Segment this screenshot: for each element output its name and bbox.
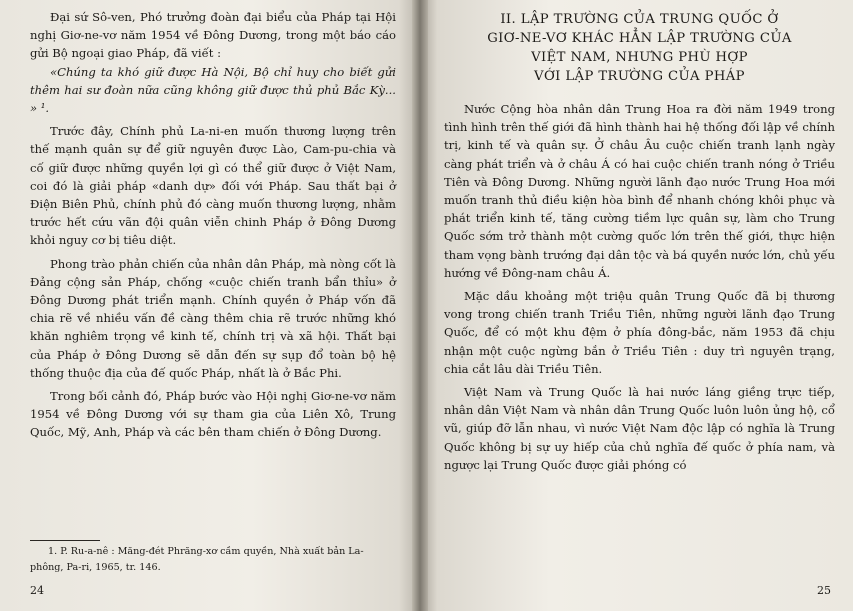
- paragraph: Việt Nam và Trung Quốc là hai nước láng giềng trực tiếp, nhân dân Việt Nam và nhân dân Trung Quốc luôn luôn ủng hộ, cổ vũ, giúp đỡ lẫn nhau, vì nước Việt Nam độc lập có nghĩa là Trung Quốc không bị sự uy hiếp của chủ nghĩa đế quốc ở phía nam, và ngược lại Trung Quốc được giải phóng có: [444, 385, 835, 472]
- heading-line: II. LẬP TRƯỜNG CỦA TRUNG QUỐC Ở: [500, 12, 779, 27]
- page-number: 24: [30, 584, 44, 597]
- heading-line: VỚI LẬP TRƯỜNG CỦA PHÁP: [534, 69, 745, 84]
- book-gutter: [412, 0, 428, 611]
- paragraph: Trước đây, Chính phủ La-ni-en muốn thương lượng trên thế mạnh quân sự để giữ nguyên được Lào, Cam-pu-chia và cố giữ được những quyền lợi gì có thể giữ được ở Việt Nam, coi đó là giải pháp «danh dự» đối với Pháp. Sau thất bại ở Điện Biên Phủ, chính phủ đó càng muốn thương lượng, nhằm trước hết cứu vãn đội quân viễn chinh Pháp ở Đông Dương khỏi nguy cơ bị tiêu diệt.: [30, 124, 396, 248]
- paragraph: Trong bối cảnh đó, Pháp bước vào Hội nghị Giơ-ne-vơ năm 1954 về Đông Dương với sự tham gia của Liên Xô, Trung Quốc, Mỹ, Anh, Pháp và các bên tham chiến ở Đông Dương.: [30, 389, 396, 440]
- paragraph: Mặc dầu khoảng một triệu quân Trung Quốc đã bị thương vong trong chiến tranh Triều Tiên, những người lãnh đạo Trung Quốc, để có một khu đệm ở phía đông-bắc, năm 1953 đã chịu nhận một cuộc ngừng bắn ở Triều Tiên : duy trì nguyên trạng, chia cắt lâu dài Triều Tiên.: [444, 289, 835, 376]
- heading-line: VIỆT NAM, NHƯNG PHÙ HỢP: [531, 50, 748, 65]
- page-number: 25: [817, 584, 831, 597]
- section-heading: [444, 10, 835, 86]
- footnote-divider: [30, 540, 100, 541]
- left-page: [0, 0, 420, 611]
- footnote: 1. P. Ru-a-nê : Măng-đét Phrăng-xơ cầm quyền, Nhà xuất bản La-phông, Pa-ri, 1965, tr. 146.: [30, 546, 364, 573]
- paragraph: Nước Cộng hòa nhân dân Trung Hoa ra đời năm 1949 trong tình hình trên thế giới đã hình thành hai hệ thống đối lập về chính trị, kinh tế và quân sự. Ở châu Âu cuộc chiến tranh lạnh ngày càng phát triển và ở châu Á có hai cuộc chiến tranh nóng ở Triều Tiên và Đông Dương. Những người lãnh đạo nước Trung Hoa mới muốn tranh thủ điều kiện hòa bình để nhanh chóng khôi phục và phát triển kinh tế, tăng cường tiềm lực quân sự, làm cho Trung Quốc sớm trở thành một cường quốc lớn trên thế giới, thực hiện tham vọng bành trướng đại dân tộc và bá quyền nước lớn, chủ yếu hướng về Đông-nam châu Á.: [444, 102, 835, 280]
- quote-paragraph: «Chúng ta khó giữ được Hà Nội, Bộ chỉ huy cho biết gửi thêm hai sư đoàn nữa cũng không giữ được thủ phủ Bắc Kỳ... » ¹.: [30, 64, 396, 116]
- paragraph: Đại sứ Sô-ven, Phó trưởng đoàn đại biểu của Pháp tại Hội nghị Giơ-ne-vơ năm 1954 về Đông Dương, trong một báo cáo gửi Bộ ngoại giao Pháp, đã viết :: [30, 10, 396, 61]
- right-page: [420, 0, 853, 611]
- heading-line: GIƠ-NE-VƠ KHÁC HẲN LẬP TRƯỜNG CỦA: [487, 31, 792, 46]
- paragraph: Phong trào phản chiến của nhân dân Pháp, mà nòng cốt là Đảng cộng sản Pháp, chống «cuộc chiến tranh bẩn thỉu» ở Đông Dương phát triển mạnh. Chính quyền ở Pháp vốn đã chia rẽ về nhiều vấn đề càng thêm chia rẽ trước những khó khăn nghiêm trọng về kinh tế, chính trị và xã hội. Thất bại của Pháp ở Đông Dương sẽ dẫn đến sự sụp đổ toàn bộ hệ thống thuộc địa của đế quốc Pháp, nhất là ở Bắc Phi.: [30, 256, 396, 380]
